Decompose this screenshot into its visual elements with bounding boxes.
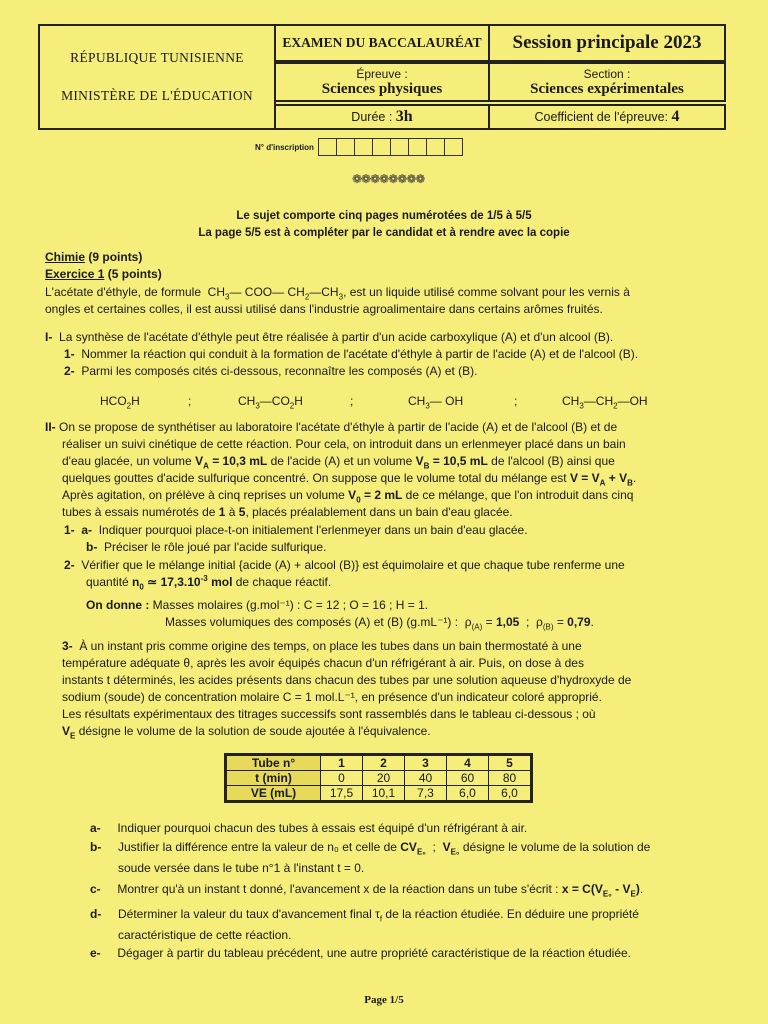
table-row: VE (mL) 17,5 10,1 7,3 6,0 6,0 xyxy=(227,786,531,801)
inscription-boxes[interactable] xyxy=(318,138,463,156)
republic-label: RÉPUBLIQUE TUNISIENNE xyxy=(70,50,244,65)
session-title: Session principale 2023 xyxy=(488,24,726,62)
duree-label: Durée : xyxy=(351,110,393,124)
institution-box xyxy=(38,24,276,130)
part1-text: I- La synthèse de l'acétate d'éthyle peut être réalisée à partir d'un acide carboxylique (A) et d'un alcool (B). xyxy=(45,330,614,344)
epreuve-label: Épreuve : xyxy=(356,67,408,81)
chimie-p2: ongles et certaines colles, il est aussi utilisé dans l'industrie agroalimentaire dans certains arômes fruités. xyxy=(45,302,603,316)
chimie-p1: L'acétate d'éthyle, de formule $CH_3—$ COO— $CH_2—CH_3$, est un liquide utilisé comme solvant pour les vernis à xyxy=(45,285,630,302)
intro-line-1: Le sujet comporte cinq pages numérotées de 1/5 à 5/5 xyxy=(236,210,532,222)
table-row: t (min) 0 20 40 60 80 xyxy=(227,771,531,786)
intro-line-2: La page 5/5 est à compléter par le candidat et à rendre avec la copie xyxy=(198,227,570,239)
part2-l1: II- On se propose de synthétiser au laboratoire l'acétate d'éthyle à partir de l'acide (A) et de l'alcool (B) et de xyxy=(45,420,618,434)
compound-hco2h: $HCO_2H$ xyxy=(100,394,140,411)
part2-q2a: 2- Vérifier que le mélange initial {acide (A) + alcool (B)} est équimolaire et que chaque tube renferme une xyxy=(64,558,625,572)
ornament-icon: ❁❁❁❁❁❁❁❁ xyxy=(352,172,425,186)
q3-l4: sodium (soude) de concentration molaire C = 1 mol.L⁻¹, en présence d'un indicateur coloré approprié. xyxy=(62,690,602,704)
exam-title: EXAMEN DU BACCALAURÉAT xyxy=(274,24,490,62)
q3-d-cont: caractéristique de cette réaction. xyxy=(118,928,292,942)
compound-ch3oh: $CH_3—$ OH xyxy=(408,394,464,411)
part2-q1b: b- Préciser le rôle joué par l'acide sulfurique. xyxy=(86,540,327,554)
epreuve-value: Sciences physiques xyxy=(321,81,443,97)
part2-l3: d'eau glacée, un volume $V_A = 10,3$ mL de l'acide (A) et un volume $V_B = 10,5$ mL de l'alcool (B) ainsi que xyxy=(62,454,615,471)
exercise-title: Exercice 1 (5 points) xyxy=(45,267,162,281)
section-value: Sciences expérimentales xyxy=(530,81,684,97)
row-label: VE (mL) xyxy=(227,786,321,801)
ministry-label: MINISTÈRE DE L'ÉDUCATION xyxy=(61,88,253,103)
section-label: Section : xyxy=(583,67,631,81)
q3-b: b- Justifier la différence entre la valeur de n₀ et celle de $CV_{E_0}$ ; $V_{E_0}$ désigne le volume de la solution de xyxy=(90,840,651,857)
chimie-title: Chimie (9 points) xyxy=(45,250,143,264)
row-label: t (min) xyxy=(227,771,321,786)
exam-page: RÉPUBLIQUE TUNISIENNE MINISTÈRE DE L'ÉDUCATION EXAMEN DU BACCALAURÉAT Session principale 2023 Épreuve : Sciences physiques Section : Sciences expérimentales Durée : 3h Coefficient de l'épreuve: 4 N° d'inscription ❁❁❁❁❁❁❁❁ Le sujet comporte cinq pages numérotées de 1/5 à 5/5 La page 5/5 est à compléter par le candidat et à rendre avec la copie Chimie (9 points) Exercice 1 (5 points) L'acétate d'éthyle, de formule $CH_3—$ COO— $CH_2—CH_3$, est un liquide utilisé comme solvant pour les vernis à ongles et certaines colles, il est aussi utilisé dans l'industrie agroalimentaire dans certains arômes fruités. I- La synthèse de l'acétate d'éthyle peut être réalisée à partir d'un acide carboxylique (A) et d'un alcool (B). 1- Nommer la réaction qui conduit à la formation de l'acétate d'éthyle à partir de l'acide (A) et de l'alcool (B). 2- Parmi les composés cités ci-dessous, reconnaître les composés (A) et (B). $HCO_2H$ ; $CH_3—CO_2H$ ; $CH_3—$ OH ; $CH_3—CH_2—OH$ II- On se propose de synthétiser au laboratoire l'acétate d'éthyle à partir de l'acide (A) et de l'alcool (B) et de réaliser un suivi cinétique de cette réaction. Pour cela, on introduit dans un erlenmeyer placé dans un bain d'eau glacée, un volume $V_A = 10,3$ mL de l'acide (A) et un volume $V_B = 10,5$ mL de l'alcool (B) ainsi que quelques gouttes d'acide sulfurique concentré. On suppose que le volume total du mélange est $V = V_A + V_B$. Après agitation, on prélève à cinq reprises un volume $V_0 = 2$ mL de ce mélange, que l'on introduit dans cinq tubes à essais numérotés de 1 à 5, placés préalablement dans un bain d'eau glacée. 1- a- Indiquer pourquoi place-t-on initialement l'erlenmeyer dans un bain d'eau glacée. b- Préciser le rôle joué par l'acide sulfurique. 2- Vérifier que le mélange initial {acide (A) + alcool (B)} est équimolaire et que chaque tube renferme une quantité $n_0$ ≃ $17,3.10^{-3}$ mol de chaque réactif. On donne : Masses molaires (g.mol⁻¹) : C = 12 ; O = 16 ; H = 1. Masses volumiques des composés (A) et (B) (g.mL⁻¹) : $\rho_{(A)} = 1,05$ ; $\rho_{(B)} = 0,79$. 3- À un instant pris comme origine des temps, on place les tubes dans un bain thermostaté à une température adéquate θ, après les avoir équipés chacun d'un réfrigérant à air. Puis, on dose à des instants t déterminés, les acides présents dans chacun des tubes par une solution aqueuse d'hydroxyde de sodium (soude) de concentration molaire C = 1 mol.L⁻¹, en présence d'un indicateur coloré approprié. Les résultats expérimentaux des titrages successifs sont rassemblés dans le tableau ci-dessous ; où $V_E$ désigne le volume de la solution de soude ajoutée à l'équivalence. Tube n° 1 2 3 4 5 t (min) 0 20 40 60 80 VE (mL) 17,5 10,1 7,3 6,0 6,0 a- Indiquer pourquoi chacun des tubes à essais est équipé d'un réfrigérant à air. b- Justifier la différence entre la valeur de n₀ et celle de $CV_{E_0}$ ; $V_{E_0}$ désigne le volume de la solution de soude versée dans le tube n°1 à l'instant t = 0. c- Montrer qu'à un instant t donné, l'avancement x de la réaction dans un tube s'écrit : $x = C(V_{E_0} - V_E)$. d- Déterminer la valeur du taux d'avancement final $\tau_f$ de la réaction étudiée. En déduire une propriété caractéristique de cette réaction. e- Dégager à partir du tableau précédent, une autre propriété caractéristique de la réaction étudiée. Page 1/5 xyxy=(0,0,768,1024)
inscription-field xyxy=(255,138,463,156)
row-label: Tube n° xyxy=(227,756,321,771)
donne-line-2: Masses volumiques des composés (A) et (B) (g.mL⁻¹) : $\rho_{(A)} = 1,05$ ; $\rho_{(B)} = 0,79$. xyxy=(165,615,594,632)
q3-d: d- Déterminer la valeur du taux d'avancement final $\tau_f$ de la réaction étudiée. En déduire une propriété xyxy=(90,907,639,924)
part2-q2b: quantité $n_0$ ≃ $17,3.10^{-3}$ mol de chaque réactif. xyxy=(86,574,332,592)
inscription-label: N° d'inscription xyxy=(255,142,314,152)
coef-label: Coefficient de l'épreuve: xyxy=(534,110,668,124)
table-row: Tube n° 1 2 3 4 5 xyxy=(227,756,531,771)
duree-value: 3h xyxy=(395,108,413,125)
part2-l4: quelques gouttes d'acide sulfurique concentré. On suppose que le volume total du mélange est $V = V_A + V_B$. xyxy=(62,471,637,488)
q3-e: e- Dégager à partir du tableau précédent, une autre propriété caractéristique de la réaction étudiée. xyxy=(90,946,632,960)
part2-l5: Après agitation, on prélève à cinq reprises un volume $V_0 = 2$ mL de ce mélange, que l'on introduit dans cinq xyxy=(62,488,634,505)
q3-l2: température adéquate θ, après les avoir équipés chacun d'un réfrigérant à air. Puis, on dose à des xyxy=(62,656,584,670)
compound-ch3ch2oh: $CH_3—CH_2—OH$ xyxy=(562,394,648,411)
q3-c: c- Montrer qu'à un instant t donné, l'avancement x de la réaction dans un tube s'écrit : $x = C(V_{E_0} - V_E)$. xyxy=(90,882,644,899)
part1-q1: 1- Nommer la réaction qui conduit à la formation de l'acétate d'éthyle à partir de l'acide (A) et de l'alcool (B). xyxy=(64,347,639,361)
header-grid xyxy=(38,24,726,132)
q3-l5: Les résultats expérimentaux des titrages successifs sont rassemblés dans le tableau ci-dessous ; où xyxy=(62,707,596,721)
q3-l1: 3- À un instant pris comme origine des temps, on place les tubes dans un bain thermostaté à une xyxy=(62,639,582,653)
q3-b-cont: soude versée dans le tube n°1 à l'instant t = 0. xyxy=(118,861,365,875)
q3-l6: $V_E$ désigne le volume de la solution de soude ajoutée à l'équivalence. xyxy=(62,724,431,741)
duree-box xyxy=(274,104,490,130)
section-box xyxy=(488,62,726,102)
part2-l6: tubes à essais numérotés de 1 à 5, placés préalablement dans un bain d'eau glacée. xyxy=(62,505,513,519)
q3-l3: instants t déterminés, les acides présents dans chacun des tubes par une solution aqueuse d'hydroxyde de xyxy=(62,673,632,687)
results-table xyxy=(226,755,531,801)
coef-value: 4 xyxy=(671,108,680,125)
part2-l2: réaliser un suivi cinétique de cette réaction. Pour cela, on introduit dans un erlenmeyer placé dans un bain xyxy=(62,437,626,451)
part2-q1a: 1- a- Indiquer pourquoi place-t-on initialement l'erlenmeyer dans un bain d'eau glacée. xyxy=(64,523,528,537)
donne-line-1: On donne : Masses molaires (g.mol⁻¹) : C = 12 ; O = 16 ; H = 1. xyxy=(86,598,429,612)
part1-q2: 2- Parmi les composés cités ci-dessous, reconnaître les composés (A) et (B). xyxy=(64,364,478,378)
epreuve-box xyxy=(274,62,490,102)
compound-ch3co2h: $CH_3—CO_2H$ xyxy=(238,394,303,411)
coef-box xyxy=(488,104,726,130)
q3-a: a- Indiquer pourquoi chacun des tubes à essais est équipé d'un réfrigérant à air. xyxy=(90,821,528,835)
page-number: Page 1/5 xyxy=(364,994,404,1006)
